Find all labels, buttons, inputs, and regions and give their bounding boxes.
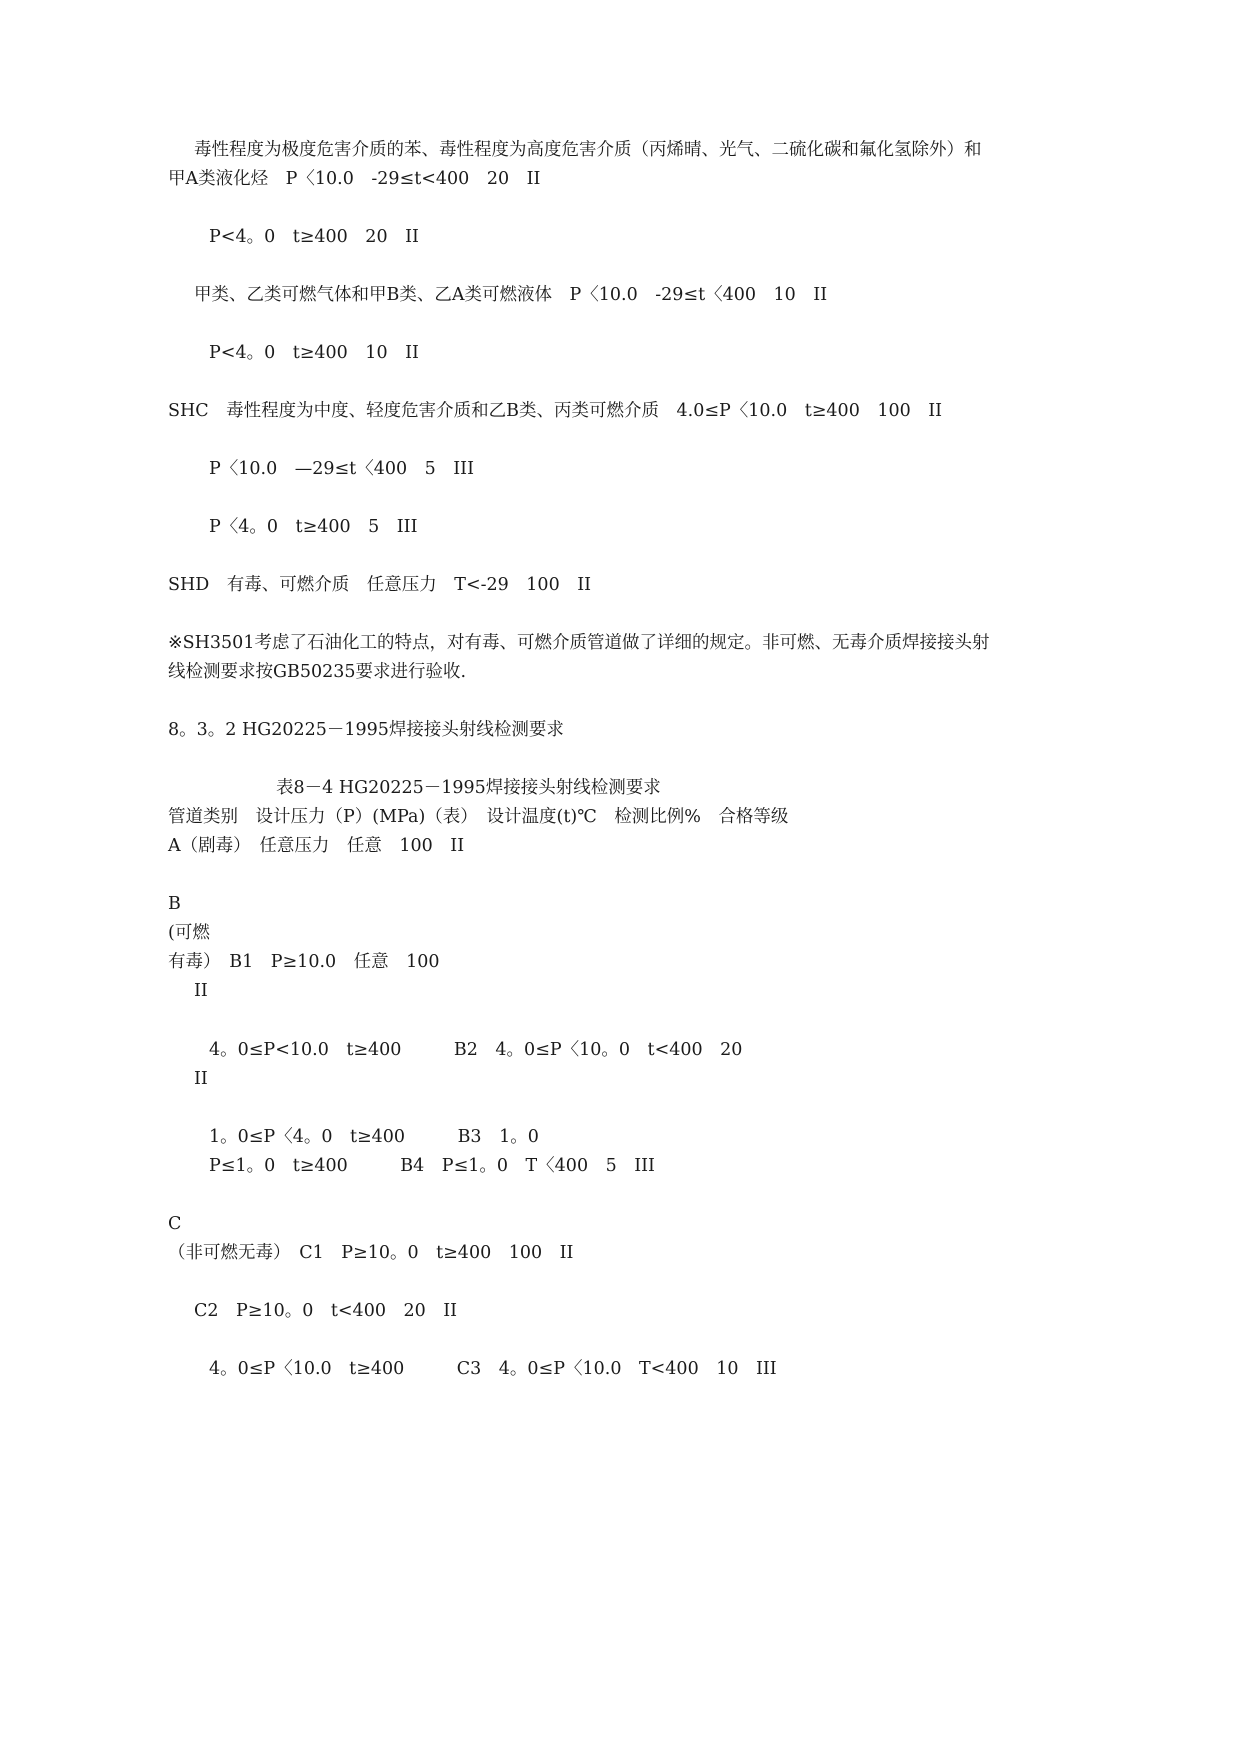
- table-row: 4。0≤P〈10.0 t≥400 C3 4。0≤P〈10.0 T<400 10 III: [209, 1359, 777, 1379]
- table-row: A（剧毒） 任意压力 任意 100 II: [168, 836, 465, 856]
- table-row: B: [168, 894, 181, 914]
- text-line: 甲A类液化烃 P〈10.0 -29≤t<400 20 II: [168, 169, 541, 189]
- text-line: ※SH3501考虑了石油化工的特点，对有毒、可燃介质管道做了详细的规定。非可燃、无毒介质焊接接头射: [168, 633, 990, 653]
- text-line: P〈10.0 —29≤t〈400 5 III: [209, 459, 474, 479]
- table-row: (可燃: [168, 923, 210, 943]
- text-line: P〈4。0 t≥400 5 III: [209, 517, 418, 537]
- text-line: 毒性程度为极度危害介质的苯、毒性程度为高度危害介质（丙烯晴、光气、二硫化碳和氟化氢除外）和: [194, 140, 982, 160]
- table-row: C2 P≥10。0 t<400 20 II: [194, 1301, 458, 1321]
- table-row: II: [194, 1069, 208, 1089]
- table-row: （非可燃无毒） C1 P≥10。0 t≥400 100 II: [168, 1243, 574, 1263]
- table-row: 4。0≤P<10.0 t≥400 B2 4。0≤P〈10。0 t<400 20: [209, 1040, 743, 1060]
- section-heading: 8。3。2 HG20225－1995焊接接头射线检测要求: [168, 720, 564, 740]
- text-line: SHC 毒性程度为中度、轻度危害介质和乙B类、丙类可燃介质 4.0≤P〈10.0 t≥400 100 II: [168, 401, 943, 421]
- text-line: 线检测要求按GB50235要求进行验收.: [168, 662, 467, 682]
- text-line: P<4。0 t≥400 20 II: [209, 227, 419, 247]
- text-line: P<4。0 t≥400 10 II: [209, 343, 419, 363]
- table-row: 1。0≤P〈4。0 t≥400 B3 1。0: [209, 1127, 539, 1147]
- table-header: 管道类别 设计压力（P）(MPa)（表） 设计温度(t)℃ 检测比例% 合格等级: [168, 807, 789, 827]
- table-row: 有毒） B1 P≥10.0 任意 100: [168, 952, 440, 972]
- table-caption: 表8－4 HG20225－1995焊接接头射线检测要求: [276, 778, 661, 798]
- table-row: P≤1。0 t≥400 B4 P≤1。0 T〈400 5 III: [209, 1156, 655, 1176]
- text-line: 甲类、乙类可燃气体和甲B类、乙A类可燃液体 P〈10.0 -29≤t〈400 10 II: [194, 285, 828, 305]
- text-line: SHD 有毒、可燃介质 任意压力 T<-29 100 II: [168, 575, 592, 595]
- table-row: C: [168, 1214, 182, 1234]
- table-row: II: [194, 981, 208, 1001]
